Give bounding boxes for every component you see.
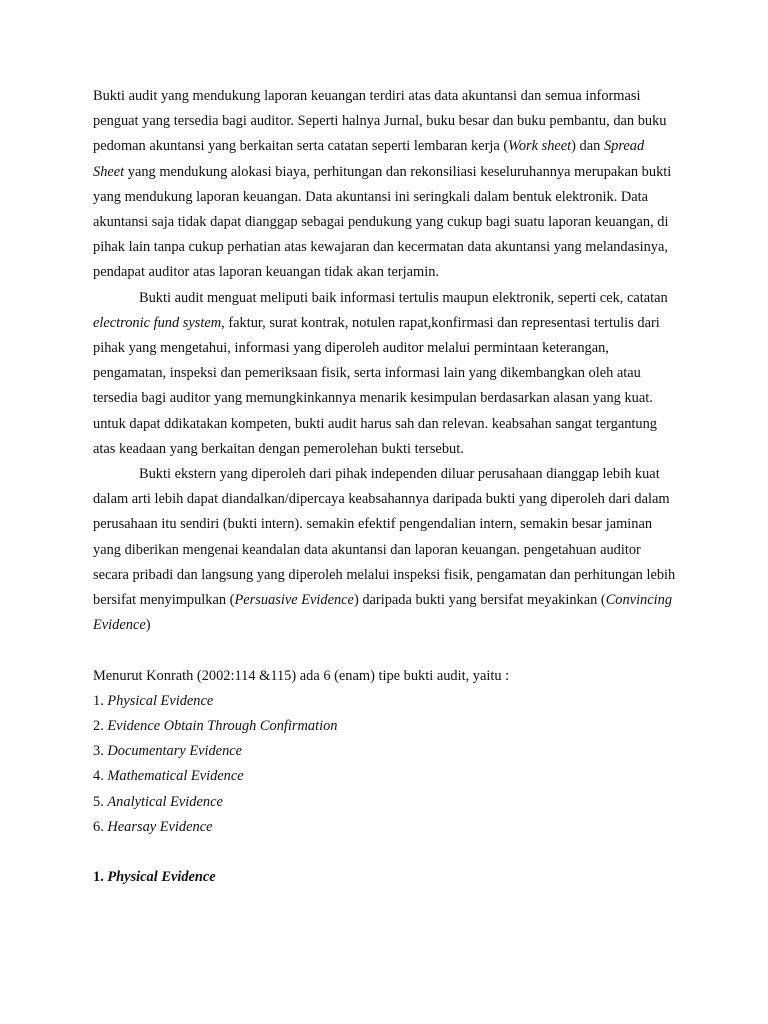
paragraph-4-text: Bukti ekstern yang diperoleh dari pihak independen diluar perusahaan dianggap lebih kuat dalam arti lebih dapat diandalkan/dipercaya keabsahannya daripada bukti yang diperoleh dari dalam perusahaan itu sendiri (bukti intern). semakin efektif pengendalian intern, semakin besar jaminan yang diberikan mengenai keandalan data akuntansi dan laporan keuangan. pengetahuan auditor secara pribadi dan langsung yang diperoleh melalui inspeksi fisik, pengamatan dan perhitungan lebih bersifat menyimpulkan ( [93, 466, 676, 609]
list-item-label: Hearsay Evidence [107, 818, 213, 835]
list-item [93, 714, 678, 739]
paragraph-1-text: ) dan [571, 138, 604, 155]
paragraph-1-text: Bukti audit yang mendukung laporan keuangan terdiri atas data akuntansi dan semua informasi penguat yang tersedia bagi auditor. Seperti halnya Jurnal, buku besar dan buku pembantu, dan buku pedoman akuntansi yang berkaitan serta catatan seperti lembaran kerja ( [93, 88, 667, 155]
paragraph-2-text: , faktur, surat kontrak, notulen rapat,konfirmasi dan representasi tertulis dari pihak yang mengetahui, informasi yang diperoleh auditor melalui permintaan keterangan, pengamatan, inspeksi dan pemeriksaan fisik, serta informasi lain yang dikembangkan oleh atau tersedia bagi auditor yang memungkinkannya menarik kesimpulan berdasarkan alasan yang kuat. [93, 314, 660, 407]
paragraph-4 [93, 462, 678, 638]
paragraph-1 [93, 84, 678, 286]
list-item-number: 1. [93, 692, 108, 709]
list-item-label: Documentary Evidence [107, 743, 243, 760]
paragraph-3-text: untuk dapat ddikatakan kompeten, bukti audit harus sah dan relevan. keabsahan sangat tergantung atas keadaan yang berkaitan dengan pemerolehan bukti tersebut. [93, 415, 657, 457]
list-item [93, 764, 678, 789]
list-item [93, 790, 678, 815]
list-item-label: Physical Evidence [107, 692, 214, 709]
paragraph-3 [93, 412, 678, 462]
list-item-number: 2. [93, 718, 108, 735]
term-spread-sheet: Spread Sheet [93, 138, 645, 180]
paragraph-2 [93, 286, 678, 412]
list-intro: Menurut Konrath (2002:114 &115) ada 6 (enam) tipe bukti audit, yaitu : [93, 667, 510, 684]
list-item [93, 815, 678, 840]
paragraph-4-text: ) daripada bukti yang bersifat meyakinkan ( [353, 592, 606, 609]
section-heading [93, 865, 678, 890]
list-item-label: Analytical Evidence [107, 793, 223, 810]
list-item-number: 3. [93, 743, 108, 760]
list-item [93, 689, 678, 714]
evidence-type-list [93, 689, 678, 840]
blank-line [93, 638, 678, 663]
list-item-number: 4. [93, 768, 108, 785]
list-item [93, 739, 678, 764]
list-item-number: 5. [93, 793, 108, 810]
paragraph-2-text: Bukti audit menguat meliputi baik informasi tertulis maupun elektronik, seperti cek, catatan [139, 289, 668, 306]
section-heading-label: Physical Evidence [107, 869, 216, 886]
paragraph-1-text: yang mendukung alokasi biaya, perhitungan dan rekonsiliasi keseluruhannya merupakan bukti yang mendukung laporan keuangan. Data akuntansi ini seringkali dalam bentuk elektronik. Data akuntansi saja tidak dapat dianggap sebagai pendukung yang cukup bagi suatu laporan keuangan, di pihak lain tanpa cukup perhatian atas kewajaran dan kecermatan data akuntansi yang melandasinya, pendapat auditor atas laporan keuangan tidak akan terjamin. [93, 163, 672, 281]
paragraph-4-text: ) [145, 617, 151, 634]
blank-line [93, 840, 678, 865]
section-heading-number: 1. [93, 869, 108, 886]
document-body [93, 84, 678, 890]
list-item-label: Mathematical Evidence [107, 768, 244, 785]
term-persuasive-evidence: Persuasive Evidence [234, 592, 354, 609]
term-electronic-fund-system: electronic fund system [93, 314, 222, 331]
term-work-sheet: Work sheet [508, 138, 572, 155]
list-item-label: Evidence Obtain Through Confirmation [107, 718, 338, 735]
term-convincing-evidence: Convincing Evidence [93, 592, 673, 634]
list-item-number: 6. [93, 818, 108, 835]
